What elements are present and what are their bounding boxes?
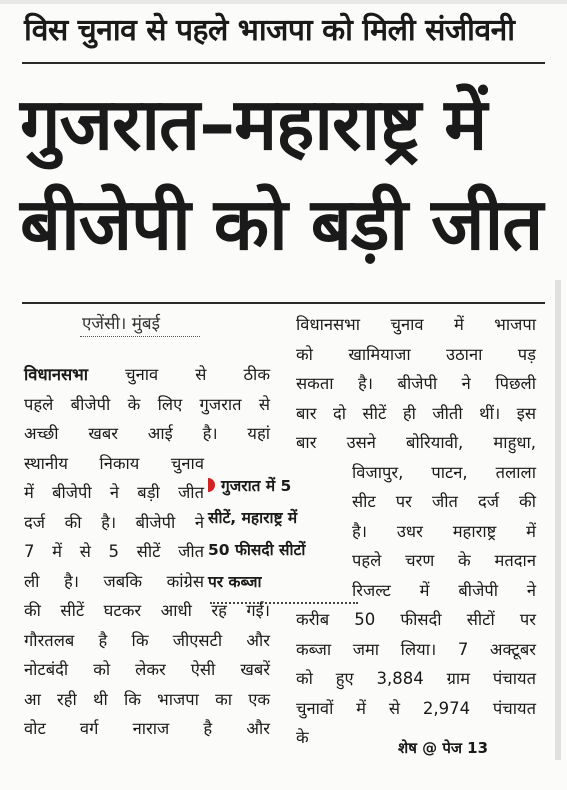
pull-quote-line: 50 फीसदी सीटों <box>208 541 306 559</box>
pull-quote-line: सीटें, महाराष्ट्र में <box>208 509 298 527</box>
body-line: दर्ज की है। बीजेपी ने <box>24 512 204 532</box>
lead-word: विधानसभा <box>24 365 89 384</box>
body-line: सकता है। बीजेपी ने पिछली <box>296 374 536 393</box>
bullet-icon <box>208 478 215 492</box>
body-line: पहले बीजेपी के लिए गुजरात से <box>24 394 270 414</box>
body-line: 7 में से 5 सीटें जीत <box>24 542 204 561</box>
byline-underline <box>80 336 200 337</box>
body-line: को हुए 3,884 ग्राम पंचायत <box>296 669 536 688</box>
headline-rule <box>22 302 545 304</box>
body-line: के <box>296 728 309 747</box>
body-line: विजापुर, पाटन, तलाला <box>352 462 536 482</box>
kicker-rule <box>22 62 545 64</box>
body-line: विधानसभा चुनाव से ठीक <box>24 365 270 384</box>
right-column <box>296 310 536 753</box>
pull-quote-line: गुजरात में 5 <box>208 470 348 502</box>
body-line: की सीटें घटकर आधी रह गईं। <box>24 601 270 620</box>
body-line: को खामियाजा उठाना पड़ <box>296 344 536 364</box>
body-line: बार दो सीटें ही जीती थीं। इस <box>296 403 536 423</box>
body-line: गौरतलब है कि जीएसटी और <box>24 630 270 650</box>
body-line: है। उधर महाराष्ट्र में <box>352 521 536 541</box>
headline-line-2: बीजेपी को बड़ी जीत <box>20 182 543 266</box>
body-line: अच्छी खबर आई है। यहां <box>24 424 270 443</box>
body-line: स्थानीय निकाय चुनाव <box>24 453 204 473</box>
byline: एजेंसी। मुंबई <box>82 314 160 334</box>
headline-line-1: गुजरात–महाराष्ट्र में <box>20 82 487 166</box>
body-line: पहले चरण के मतदान <box>352 551 536 570</box>
body-line: चुनावों में से 2,974 पंचायत <box>296 698 536 718</box>
body-line: सीट पर जीत दर्ज की <box>352 492 536 511</box>
body-line: आ रही थी कि भाजपा का एक <box>24 689 270 709</box>
main-headline <box>20 74 550 274</box>
body-line: कब्जा जमा लिया। 7 अक्टूबर <box>296 639 536 659</box>
page-edge-shadow <box>555 280 561 760</box>
body-line: में बीजेपी ने बड़ी जीत <box>24 483 204 502</box>
body-line: वोट वर्ग नाराज है और <box>24 719 270 738</box>
kicker-headline: विस चुनाव से पहले भाजपा को मिली संजीवनी <box>24 13 515 48</box>
body-line: विधानसभा चुनाव में भाजपा <box>296 315 536 334</box>
top-border <box>0 0 567 4</box>
continued-on-page: शेष @ पेज 13 <box>398 739 489 757</box>
body-line: नोटबंदी को लेकर ऐसी खबरें <box>24 660 270 679</box>
body-line: ली है। जबकि कांग्रेस <box>24 571 204 591</box>
pull-quote-line: पर कब्जा <box>208 573 262 591</box>
body-line: रिजल्ट में बीजेपी ने <box>352 580 536 600</box>
body-line: बार उसने बोरियावी, माहुधा, <box>296 433 536 452</box>
body-line: करीब 50 फीसदी सीटों पर <box>296 610 536 629</box>
